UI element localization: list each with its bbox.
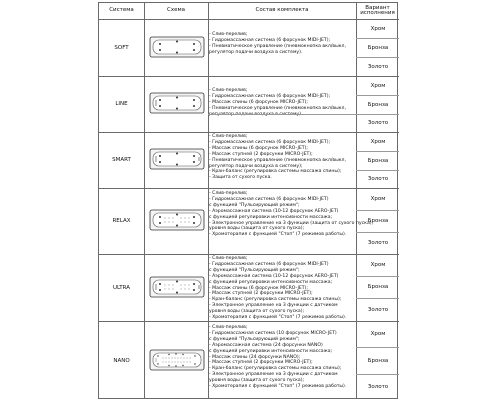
header-variant: Вариант исполнения	[360, 4, 395, 16]
system-name: RELAX	[112, 218, 131, 224]
finish-gold: Золото	[367, 120, 389, 126]
bathtub-scheme-image	[149, 35, 205, 59]
finish-divider	[356, 276, 399, 277]
bathtub-scheme-image	[149, 275, 205, 299]
composition-text: - Слив-перелив; - Гидромассажная система (6 форсунок MIDI-JET); - Пневматическое управление (пневмокнопка вкл/выкл, регулятор подачи воздуха в систему).	[209, 32, 346, 55]
system-name: LINE	[115, 101, 128, 107]
finish-divider	[356, 151, 399, 152]
finish-divider	[356, 298, 399, 299]
row-divider	[99, 188, 399, 189]
finish-divider	[356, 374, 399, 375]
finish-divider	[356, 210, 399, 211]
finish-chrome: Хром	[370, 25, 386, 32]
system-name: SOFT	[114, 44, 129, 51]
header-composition: Состав комплекта	[255, 7, 309, 14]
composition-text: - Слив-перелив; - Гидромассажная система (6 форсунок MIDI-JET); - Массаж спины (6 форсунок MICRO-JET); - Массаж ступней (2 форсунки MICRO-JET); - Пневматическое управление (пневмокнопка вкл/выкл, регулятор подачи воздуха в систему); - Кран-баланс (регулировка системы массажа спины); - Защита от сухого пуска.	[209, 134, 346, 181]
composition-divider	[208, 114, 356, 115]
finish-divider	[356, 38, 399, 39]
hydromassage-table	[98, 2, 398, 399]
header-scheme: Схема	[167, 7, 185, 14]
system-name: NANO	[113, 357, 130, 364]
finish-divider	[356, 114, 399, 115]
finish-chrome: Хром	[370, 196, 386, 202]
header-divider	[99, 19, 399, 20]
system-name: ULTRA	[112, 284, 131, 291]
finish-divider	[356, 347, 399, 348]
row-divider	[99, 76, 399, 77]
finish-gold: Золото	[367, 63, 389, 70]
row-divider	[99, 321, 399, 322]
composition-text: - Слив-перелив; - Гидромассажная система (6 форсунок MIDI-JET) с функцией "Пульсирующий режим"; - Аэромассажная система (10-12 форсунок AERO-JET) с функцией регулировки интенсивности массажа; - Электронное управление на 3 функции (защита от сухого пуска); уровня воды (защита от сухого пуска); - Хромотерапия с функцией "Стоп" (7 режимов работы).	[209, 191, 374, 238]
finish-divider	[356, 95, 399, 96]
composition-text: - Слив-перелив; - Гидромассажная система (6 форсунок MIDI-JET) с функцией "Пульсирующий режим"; - Аэромассажная система (10-12 форсунок AERO-JET) с функцией регулировки интенсивности массажа; - Массаж спины (6 форсунок MICRO-JET); - Массаж ступней (2 форсунки MICRO-JET); - Кран-баланс (регулировка системы массажа спины); - Электронное управление на 3 функции с датчиком уровня воды (защита от сухого пуска); - Хромотерапия с функцией "Стоп" (7 режимов работы).	[209, 256, 347, 321]
finish-chrome: Хром	[370, 262, 386, 268]
finish-chrome: Хром	[370, 331, 386, 337]
header-system: Система	[109, 7, 134, 14]
finish-gold: Золото	[367, 306, 389, 313]
finish-bronze: Бронза	[367, 284, 389, 290]
row-divider	[99, 132, 399, 133]
composition-text: - Слив-перелив; - Гидромассажная система (10 форсунок MICRO-JET) с функцией "Пульсирующий режим"; - Аэромассажная система (24 форсунки NANO) с функцией регулировки интенсивности массажа; - Массаж спины (24 форсунки NANO); - Массаж ступней (2 форсунки MICRO-JET); - Кран-баланс (регулировка системы массажа спины); - Электронное управление на 3 функции с датчиком уровня воды (защита от сухого пуска); - Хромотерапия с функцией "Стоп" (7 режимов работы).	[209, 325, 347, 390]
finish-divider	[356, 57, 399, 58]
bathtub-scheme-image	[149, 348, 205, 372]
system-name: SMART	[112, 157, 131, 163]
finish-bronze: Бронза	[367, 157, 389, 164]
composition-text: - Слив-перелив; - Гидромассажная система (6 форсунок MIDI-JET); - Массаж спины (6 форсунок MICRO-JET); - Пневматическое управление (пневмокнопка вкл/выкл, регулятор подачи воздуха в систему).	[209, 88, 346, 117]
finish-bronze: Бронза	[367, 357, 389, 364]
finish-bronze: Бронза	[367, 218, 389, 224]
finish-gold: Золото	[367, 240, 389, 246]
finish-chrome: Хром	[370, 82, 386, 89]
finish-gold: Золото	[367, 176, 389, 182]
finish-divider	[356, 170, 399, 171]
column-divider	[144, 3, 145, 398]
bathtub-scheme-image	[149, 147, 205, 171]
bathtub-scheme-image	[149, 208, 205, 232]
finish-gold: Золото	[367, 384, 389, 390]
finish-bronze: Бронза	[367, 101, 389, 108]
finish-chrome: Хром	[370, 138, 386, 145]
finish-bronze: Бронза	[367, 44, 389, 51]
row-divider	[99, 254, 399, 255]
finish-divider	[356, 232, 399, 233]
bathtub-scheme-image	[149, 91, 205, 115]
